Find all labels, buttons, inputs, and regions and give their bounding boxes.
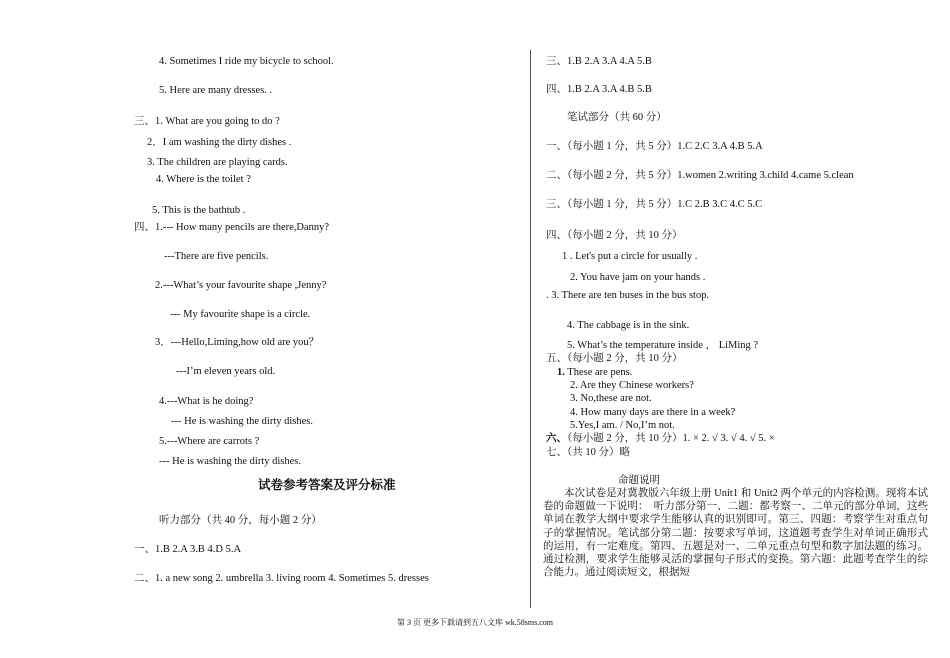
right-line-5: 二、（每小题 2 分，共 5 分）1.women 2.writing 3.child 4.came 5.clean: [546, 170, 854, 181]
right-line-8: 1 . Let's put a circle for usually .: [562, 251, 698, 262]
design-note-paragraph: 本次试卷是对冀教版六年级上册 Unit1 和 Unit2 两个单元的内容检测。现将本试卷的命题做一下说明： 听力部分第一、二题：都考察一、二单元的部分单词，这些单词在教学大纲中要求学生能够认真的识别即可。第三、四题：考察学生对重点句子的掌握情况。笔试部分第二题：按要求写单词，这道题考查学生对单词正确形式的运用，有一定难度。第四、五题是对一、二单元重点句型和数字加法题的练习。通过检测，要求学生能够灵活的掌握句子形式的变换。第六题：此题考查学生的综合能力。通过阅读短文，根据短: [543, 488, 928, 579]
right-line-15: 2. Are they Chinese workers?: [570, 380, 694, 391]
right-line-14: [557, 366, 632, 379]
right-line-16: 3. No,these are not.: [570, 393, 652, 404]
right-line-19: [546, 432, 775, 445]
left-line-19: 一、1.B 2.A 3.B 4.D 5.A: [134, 544, 242, 555]
page-footer: 第 3 页 更多下载请到五八文库 wk.58sms.com: [397, 618, 553, 627]
item-text: These are pens.: [564, 367, 633, 378]
right-line-9: 2. You have jam on your hands .: [570, 272, 706, 283]
right-line-4: 一、（每小题 1 分，共 5 分）1.C 2.C 3.A 4.B 5.A: [546, 141, 763, 152]
right-line-10: . 3. There are ten buses in the bus stop.: [546, 290, 710, 301]
left-line-1: 4. Sometimes I ride my bicycle to school.: [159, 56, 334, 67]
right-line-1: 三、1.B 2.A 3.A 4.A 5.B: [546, 56, 652, 67]
right-line-3: 笔试部分（共 60 分）: [567, 112, 667, 123]
left-line-10: 2.---What’s your favourite shape ,Jenny?: [155, 280, 327, 291]
right-line-6: 三、（每小题 1 分，共 5 分）1.C 2.B 3.C 4.C 5.C: [546, 199, 763, 210]
left-line-13: ---I’m eleven years old.: [176, 366, 276, 377]
right-line-13: 五、（每小题 2 分，共 10 分）: [546, 353, 683, 364]
right-line-11: 4. The cabbage is in the sink.: [567, 320, 690, 331]
section-six-label: 六、: [546, 433, 567, 444]
left-line-20: 二、1. a new song 2. umbrella 3. living room 4. Sometimes 5. dresses: [134, 573, 429, 584]
left-line-12: 3．---Hello,Liming,how old are you？: [155, 337, 320, 348]
left-line-3: 三、1. What are you going to do ?: [134, 116, 280, 127]
column-divider: [530, 50, 531, 608]
design-note-heading: 命题说明: [618, 475, 660, 486]
left-line-8: 四、1.--- How many pencils are there,Danny?: [134, 222, 330, 233]
left-line-6: 4. Where is the toilet ?: [156, 174, 251, 185]
left-line-17: --- He is washing the dirty dishes.: [159, 456, 302, 467]
right-line-18: 5.Yes,I am. / No,I’m not.: [570, 420, 675, 431]
section-six-text: （每小题 2 分，共 10 分）1. × 2. √ 3. √ 4. √ 5. ×: [567, 433, 775, 444]
right-line-2: 四、1.B 2.A 3.A 4.B 5.B: [546, 84, 652, 95]
left-line-2: 5. Here are many dresses. .: [159, 85, 273, 96]
right-line-20: 七、（共 10 分）略: [546, 447, 630, 458]
left-line-15: --- He is washing the dirty dishes.: [171, 416, 314, 427]
left-line-14: 4.---What is he doing?: [159, 396, 254, 407]
left-line-5: 3. The children are playing cards.: [147, 157, 288, 168]
left-line-18: 听力部分（共 40 分，每小题 2 分）: [159, 515, 322, 526]
item-number: 1.: [557, 367, 565, 378]
left-line-11: --- My favourite shape is a circle.: [170, 309, 311, 320]
right-line-17: 4. How many days are there in a week?: [570, 407, 736, 418]
left-line-9: ---There are five pencils.: [164, 251, 269, 262]
right-line-12: 5. What’s the temperature inside ， LiMing ?: [567, 340, 759, 351]
right-line-7: 四、（每小题 2 分，共 10 分）: [546, 230, 683, 241]
left-line-4: 2．I am washing the dirty dishes .: [147, 137, 292, 148]
left-line-16: 5.---Where are carrots ?: [159, 436, 260, 447]
left-line-7: 5. This is the bathtub .: [152, 205, 246, 216]
answer-key-title: 试卷参考答案及评分标准: [258, 478, 396, 492]
